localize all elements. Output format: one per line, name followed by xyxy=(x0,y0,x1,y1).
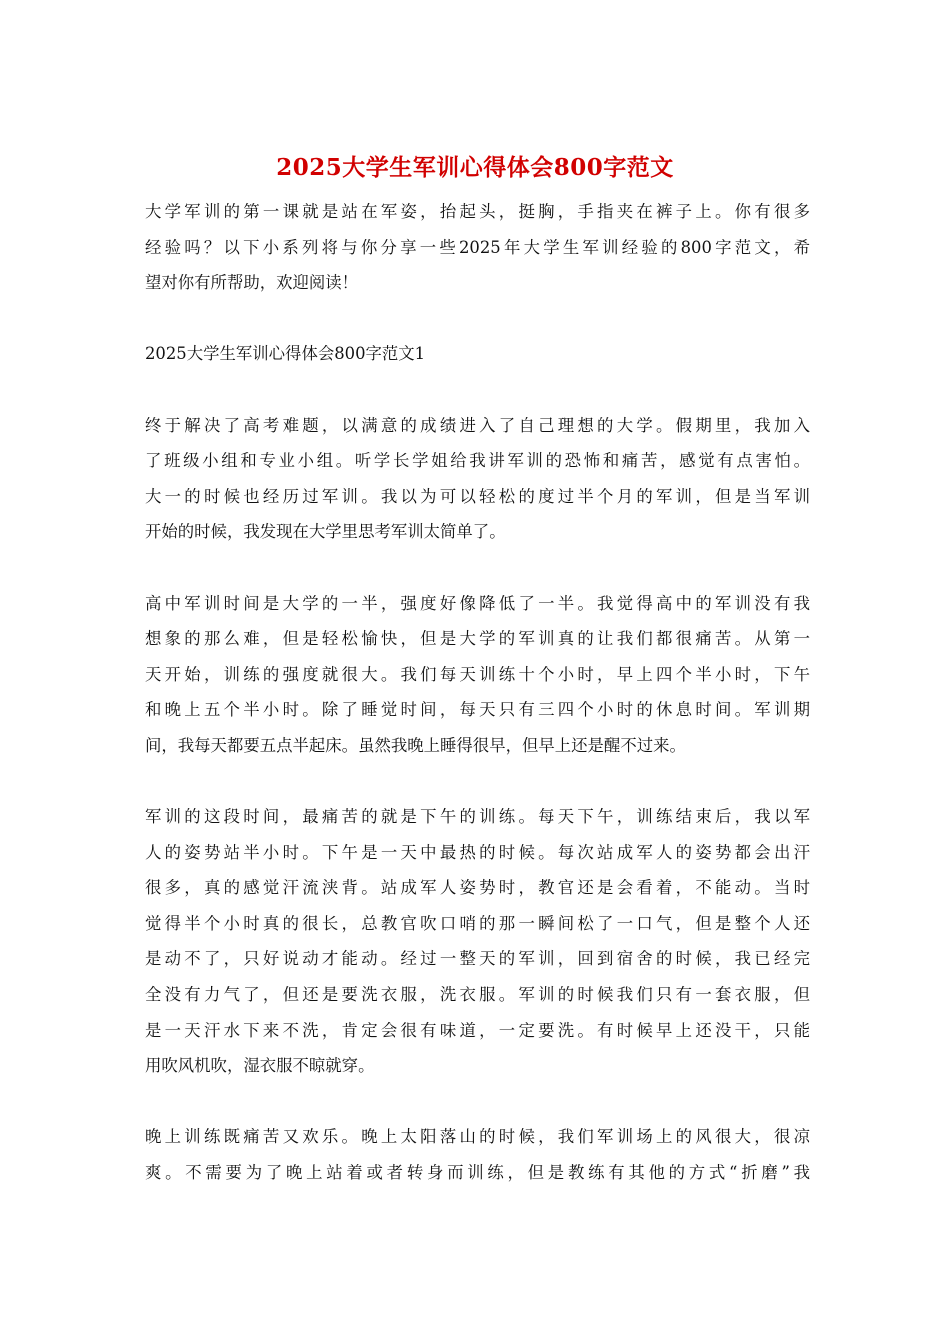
text-line: 军训的这段时间，最痛苦的就是下午的训练。每天下午，训练结束后，我以军 xyxy=(145,807,810,827)
text-line: 是动不了，只好说动才能动。经过一整天的军训，回到宿舍的时候，我已经完 xyxy=(145,949,810,969)
paragraph-3 xyxy=(145,799,810,1084)
intro-paragraph xyxy=(145,194,810,301)
document-title: 2025大学生军训心得体会800字范文 xyxy=(276,154,674,181)
text-line: 很多，真的感觉汗流浃背。站成军人姿势时，教官还是会看着，不能动。当时 xyxy=(145,878,810,898)
text-line: 想象的那么难，但是轻松愉快，但是大学的军训真的让我们都很痛苦。从第一 xyxy=(145,629,810,649)
paragraph-4 xyxy=(145,1119,810,1190)
text-line: 全没有力气了，但还是要洗衣服，洗衣服。军训的时候我们只有一套衣服，但 xyxy=(145,985,810,1005)
paragraph-1 xyxy=(145,408,810,550)
section-subheading: 2025大学生军训心得体会800字范文1 xyxy=(145,344,426,364)
text-line: 大学军训的第一课就是站在军姿，抬起头，挺胸，手指夹在裤子上。你有很多 xyxy=(145,202,810,221)
text-line: 终于解决了高考难题，以满意的成绩进入了自己理想的大学。假期里，我加入 xyxy=(145,415,810,435)
text-line: 了班级小组和专业小组。听学长学姐给我讲军训的恐怖和痛苦，感觉有点害怕。 xyxy=(145,451,810,471)
text-line: 用吹风机吹，湿衣服不晾就穿。 xyxy=(145,1056,375,1076)
text-line: 和晚上五个半小时。除了睡觉时间，每天只有三四个小时的休息时间。军训期 xyxy=(145,700,810,720)
text-line: 望对你有所帮助，欢迎阅读！ xyxy=(145,273,359,293)
text-line: 高中军训时间是大学的一半，强度好像降低了一半。我觉得高中的军训没有我 xyxy=(145,593,810,613)
paragraph-gap xyxy=(145,550,810,586)
text-line: 人的姿势站半小时。下午是一天中最热的时候。每次站成军人的姿势都会出汗 xyxy=(145,842,810,862)
paragraph-gap xyxy=(145,1084,810,1120)
text-line: 大一的时候也经历过军训。我以为可以轻松的度过半个月的军训，但是当军训 xyxy=(145,486,810,506)
paragraph-gap xyxy=(145,372,810,408)
text-line: 经验吗？以下小系列将与你分享一些2025年大学生军训经验的800字范文，希 xyxy=(145,237,810,257)
text-line: 是一天汗水下来不洗，肯定会很有味道，一定要洗。有时候早上还没干，只能 xyxy=(145,1020,810,1040)
document-body xyxy=(145,194,810,1191)
paragraph-2 xyxy=(145,586,810,764)
text-line: 晚上训练既痛苦又欢乐。晚上太阳落山的时候，我们军训场上的风很大，很凉 xyxy=(145,1127,810,1147)
text-line: 天开始，训练的强度就很大。我们每天训练十个小时，早上四个半小时，下午 xyxy=(145,664,810,684)
text-line: 开始的时候，我发现在大学里思考军训太简单了。 xyxy=(145,522,506,542)
paragraph-gap xyxy=(145,301,810,337)
text-line: 觉得半个小时真的很长，总教官吹口哨的那一瞬间松了一口气，但是整个人还 xyxy=(145,913,810,933)
text-line: 爽。不需要为了晚上站着或者转身而训练，但是教练有其他的方式“折磨”我 xyxy=(145,1163,810,1183)
paragraph-gap xyxy=(145,764,810,800)
text-line: 间，我每天都要五点半起床。虽然我晚上睡得很早，但早上还是醒不过来。 xyxy=(145,735,686,755)
